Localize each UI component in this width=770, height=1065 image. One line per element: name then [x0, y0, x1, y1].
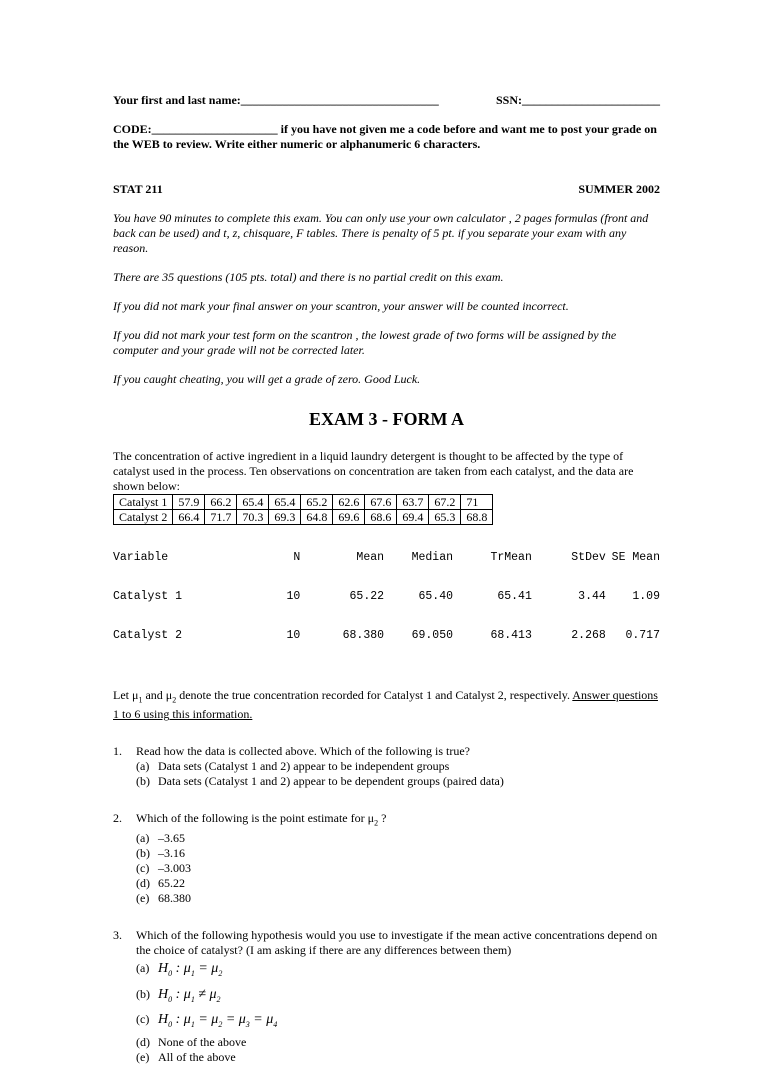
- option-label: (e): [136, 1050, 150, 1065]
- stats-cell: 10: [286, 590, 301, 603]
- stats-output: [113, 525, 660, 668]
- table-cell: 71.7: [205, 510, 237, 525]
- table-cell: 68.8: [461, 510, 493, 525]
- option-c: [136, 1009, 660, 1035]
- question-number: 1.: [113, 744, 122, 759]
- let-text: Let μ: [113, 688, 139, 702]
- option-label: (a): [136, 830, 150, 845]
- stats-cell: 65.40: [418, 590, 454, 603]
- option-a: [136, 831, 660, 846]
- question-text-part: ?: [378, 811, 387, 826]
- stats-cell: Catalyst 2: [113, 629, 183, 642]
- table-cell: 65.4: [237, 495, 269, 510]
- option-label: (a): [136, 960, 150, 975]
- option-e: [136, 891, 660, 906]
- option-text: Data sets (Catalyst 1 and 2) appear to be dependent groups (paired data): [158, 774, 504, 789]
- option-a: [136, 759, 660, 774]
- option-label: (d): [136, 875, 150, 890]
- question-3: [113, 928, 660, 1065]
- let-text: and μ: [142, 688, 173, 702]
- option-label: (d): [136, 1035, 150, 1050]
- option-c: [136, 861, 660, 876]
- instruction-time: You have 90 minutes to complete this exam. You can only use your own calculator , 2 pages formulas (front and back can be used) and t, z, chisquare, F tables. There is penalty of 5 pt. if you separate your exam with any reason.: [113, 211, 649, 255]
- table-cell: 67.6: [365, 495, 397, 510]
- name-field-label: Your first and last name:_________________________________: [113, 93, 439, 107]
- table-row: [114, 510, 493, 525]
- stats-row: [113, 629, 660, 642]
- question-text-part: Which of the following is the point estimate for μ: [136, 811, 375, 826]
- question-text: Read how the data is collected above. Which of the following is true?: [136, 744, 471, 759]
- stats-header-cell: N: [293, 551, 301, 564]
- row-label: Catalyst 2: [114, 510, 173, 525]
- stats-cell: 0.717: [625, 629, 660, 642]
- hypothesis-not-equal-formula: $H_0$ : $\mu_1 \ne \mu_2$: [158, 986, 221, 1004]
- catalyst-table: [113, 494, 493, 525]
- table-cell: 65.2: [301, 495, 333, 510]
- answer-instruction: Answer questions 1 to 6 using this information.: [113, 688, 658, 722]
- question-1: [113, 744, 660, 789]
- question-2: [113, 811, 660, 905]
- stats-header-cell: Variable: [113, 551, 169, 564]
- stats-cell: 69.050: [411, 629, 454, 642]
- stats-cell: 2.268: [571, 629, 606, 642]
- hypothesis-equal-formula: $H_0$ : $\mu_1 = \mu_2$: [158, 960, 223, 978]
- instruction-cheating: If you caught cheating, you will get a grade of zero. Good Luck.: [113, 372, 421, 386]
- table-cell: 71: [461, 495, 493, 510]
- table-cell: 66.4: [173, 510, 205, 525]
- option-d: [136, 1035, 660, 1050]
- subscript: 2: [172, 695, 177, 705]
- stats-header-cell: Mean: [356, 551, 385, 564]
- question-number: 3.: [113, 927, 122, 942]
- option-label: (c): [136, 1012, 150, 1027]
- option-d: [136, 876, 660, 891]
- option-text: –3.65: [158, 830, 185, 845]
- instruction-scantron: If you did not mark your final answer on your scantron, your answer will be counted incorrect.: [113, 299, 569, 313]
- instruction-form: If you did not mark your test form on the scantron , the lowest grade of two forms will be assigned by the computer and your grade will not be corrected later.: [113, 328, 617, 357]
- ssn-field-label: SSN:_______________________: [495, 93, 660, 107]
- data-intro: The concentration of active ingredient in a liquid laundry detergent is thought to be affected by the type of catalyst used in the process. Ten observations on concentration are taken from each catalyst, and the data are shown below:: [113, 449, 634, 493]
- option-text: –3.16: [158, 845, 185, 860]
- table-cell: 70.3: [237, 510, 269, 525]
- table-cell: 66.2: [205, 495, 237, 510]
- option-e: [136, 1050, 660, 1065]
- table-cell: 65.3: [429, 510, 461, 525]
- table-cell: 69.4: [397, 510, 429, 525]
- row-label: Catalyst 1: [114, 495, 173, 510]
- stats-header-cell: StDev: [571, 551, 606, 564]
- let-statement: [113, 688, 660, 722]
- table-cell: 63.7: [397, 495, 429, 510]
- hypothesis-four-means-formula: $H_0$ : $\mu_1 = \mu_2 = \mu_3 = \mu_4$: [158, 1012, 278, 1030]
- code-instruction: CODE:_____________________ if you have not given me a code before and want me to post your grade on the WEB to review. Write either numeric or alphanumeric 6 characters.: [113, 122, 657, 151]
- let-text: denote the true concentration recorded for Catalyst 1 and Catalyst 2, respectively.: [176, 688, 573, 702]
- option-a: [136, 958, 660, 984]
- stats-cell: 65.22: [349, 590, 385, 603]
- option-text: 65.22: [158, 875, 185, 890]
- table-row: [114, 495, 493, 510]
- option-label: (e): [136, 890, 150, 905]
- table-cell: 67.2: [429, 495, 461, 510]
- name-ssn-line: [113, 93, 660, 108]
- stats-cell: Catalyst 1: [113, 590, 183, 603]
- option-label: (a): [136, 759, 150, 774]
- stats-header-cell: TrMean: [490, 551, 532, 564]
- option-text: 68.380: [158, 890, 191, 905]
- table-cell: 62.6: [333, 495, 365, 510]
- option-label: (b): [136, 774, 150, 789]
- exam-title: EXAM 3 - FORM A: [309, 409, 464, 429]
- subscript: 1: [138, 695, 143, 705]
- option-b: [136, 846, 660, 861]
- stats-cell: 68.413: [490, 629, 532, 642]
- question-number: 2.: [113, 811, 122, 826]
- instruction-questions: There are 35 questions (105 pts. total) and there is no partial credit on this exam.: [113, 270, 504, 284]
- table-cell: 64.8: [301, 510, 333, 525]
- stats-cell: 10: [286, 629, 301, 642]
- subscript: 2: [374, 818, 379, 828]
- stats-header-row: [113, 551, 660, 564]
- option-b: [136, 984, 660, 1010]
- stats-cell: 3.44: [578, 590, 606, 603]
- table-cell: 69.6: [333, 510, 365, 525]
- option-text: None of the above: [158, 1035, 247, 1050]
- option-label: (b): [136, 845, 150, 860]
- stats-header-cell: Median: [411, 551, 454, 564]
- option-text: –3.003: [158, 860, 191, 875]
- table-cell: 65.4: [269, 495, 301, 510]
- course-line: [113, 182, 660, 197]
- option-b: [136, 774, 660, 789]
- stats-cell: 1.09: [632, 590, 660, 603]
- option-text: All of the above: [158, 1050, 236, 1065]
- question-text: Which of the following hypothesis would you use to investigate if the mean active concentrations depend on the choice of catalyst? (I am asking if there are any differences between them): [136, 927, 658, 957]
- course-code: STAT 211: [113, 182, 163, 196]
- stats-header-cell: SE Mean: [611, 551, 660, 564]
- stats-cell: 68.380: [342, 629, 385, 642]
- table-cell: 68.6: [365, 510, 397, 525]
- stats-cell: 65.41: [497, 590, 532, 603]
- option-label: (c): [136, 860, 150, 875]
- question-text: [136, 811, 660, 830]
- stats-row: [113, 590, 660, 603]
- option-text: Data sets (Catalyst 1 and 2) appear to be independent groups: [158, 759, 450, 774]
- table-cell: 69.3: [269, 510, 301, 525]
- option-label: (b): [136, 986, 150, 1001]
- term: SUMMER 2002: [578, 182, 660, 196]
- table-cell: 57.9: [173, 495, 205, 510]
